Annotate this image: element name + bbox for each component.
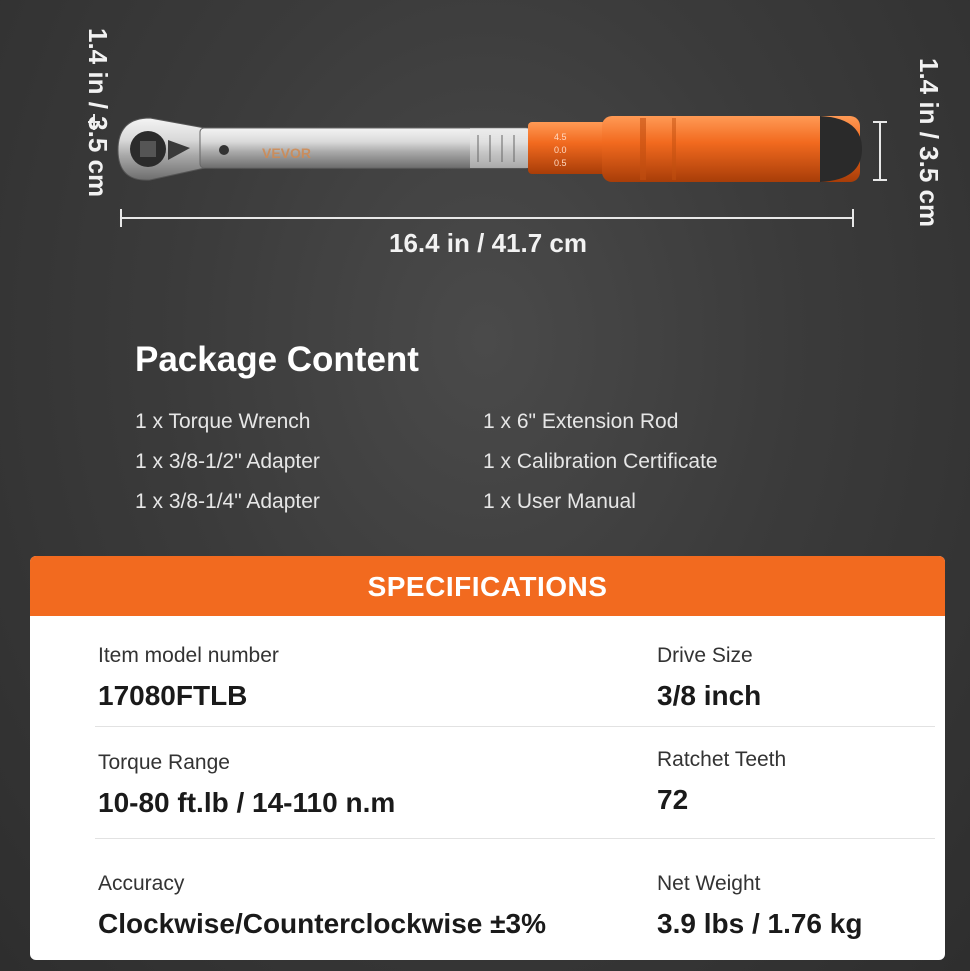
package-item: 1 x 6" Extension Rod [483,410,679,433]
orange-collar [528,122,606,174]
specifications-card [30,556,945,960]
head-height-label: 1.4 in / 3.5 cm [83,28,113,198]
spec-value: 72 [657,784,689,815]
spec-item-net-weight [657,872,862,940]
spec-item-drive-size [657,644,761,712]
spec-value: 3.9 lbs / 1.76 kg [657,908,863,939]
spec-label: Item model number [98,644,279,667]
spec-label: Ratchet Teeth [657,748,787,771]
ratchet-head [118,118,205,180]
package-content-title: Package Content [135,340,419,379]
package-item: 1 x Torque Wrench [135,410,311,433]
spec-value: 17080FTLB [98,680,248,711]
scale-mark-1: 4.5 [554,132,567,142]
length-marker [121,209,853,227]
spec-value: 10-80 ft.lb / 14-110 n.m [98,787,396,818]
brand-mark: VEVOR [262,145,312,161]
product-image-area [0,0,970,300]
spec-item-model [98,644,279,712]
spec-item-torque-range [98,751,395,819]
package-item: 1 x Calibration Certificate [483,450,718,473]
package-item: 1 x 3/8-1/4" Adapter [135,490,320,513]
spec-item-ratchet-teeth [657,748,786,816]
specifications-title: SPECIFICATIONS [30,556,945,616]
right-height-marker [873,122,887,180]
spec-divider [95,726,935,727]
torque-scale [470,128,530,168]
spec-label: Torque Range [98,751,230,774]
package-item: 1 x User Manual [483,490,636,513]
handle-height-label: 1.4 in / 3.5 cm [914,58,944,228]
length-label: 16.4 in / 41.7 cm [388,228,587,258]
scale-mark-2: 0.0 [554,145,567,155]
spec-label: Accuracy [98,872,185,895]
spec-value: Clockwise/Counterclockwise ±3% [98,908,546,939]
scale-mark-3: 0.5 [554,158,567,168]
package-items-list [135,410,835,514]
spec-divider [95,838,935,839]
spec-label: Drive Size [657,644,753,667]
spec-value: 3/8 inch [657,680,762,711]
spec-label: Net Weight [657,872,761,895]
spec-item-accuracy [98,872,546,940]
package-content-section [135,340,835,514]
package-item: 1 x 3/8-1/2" Adapter [135,450,320,473]
